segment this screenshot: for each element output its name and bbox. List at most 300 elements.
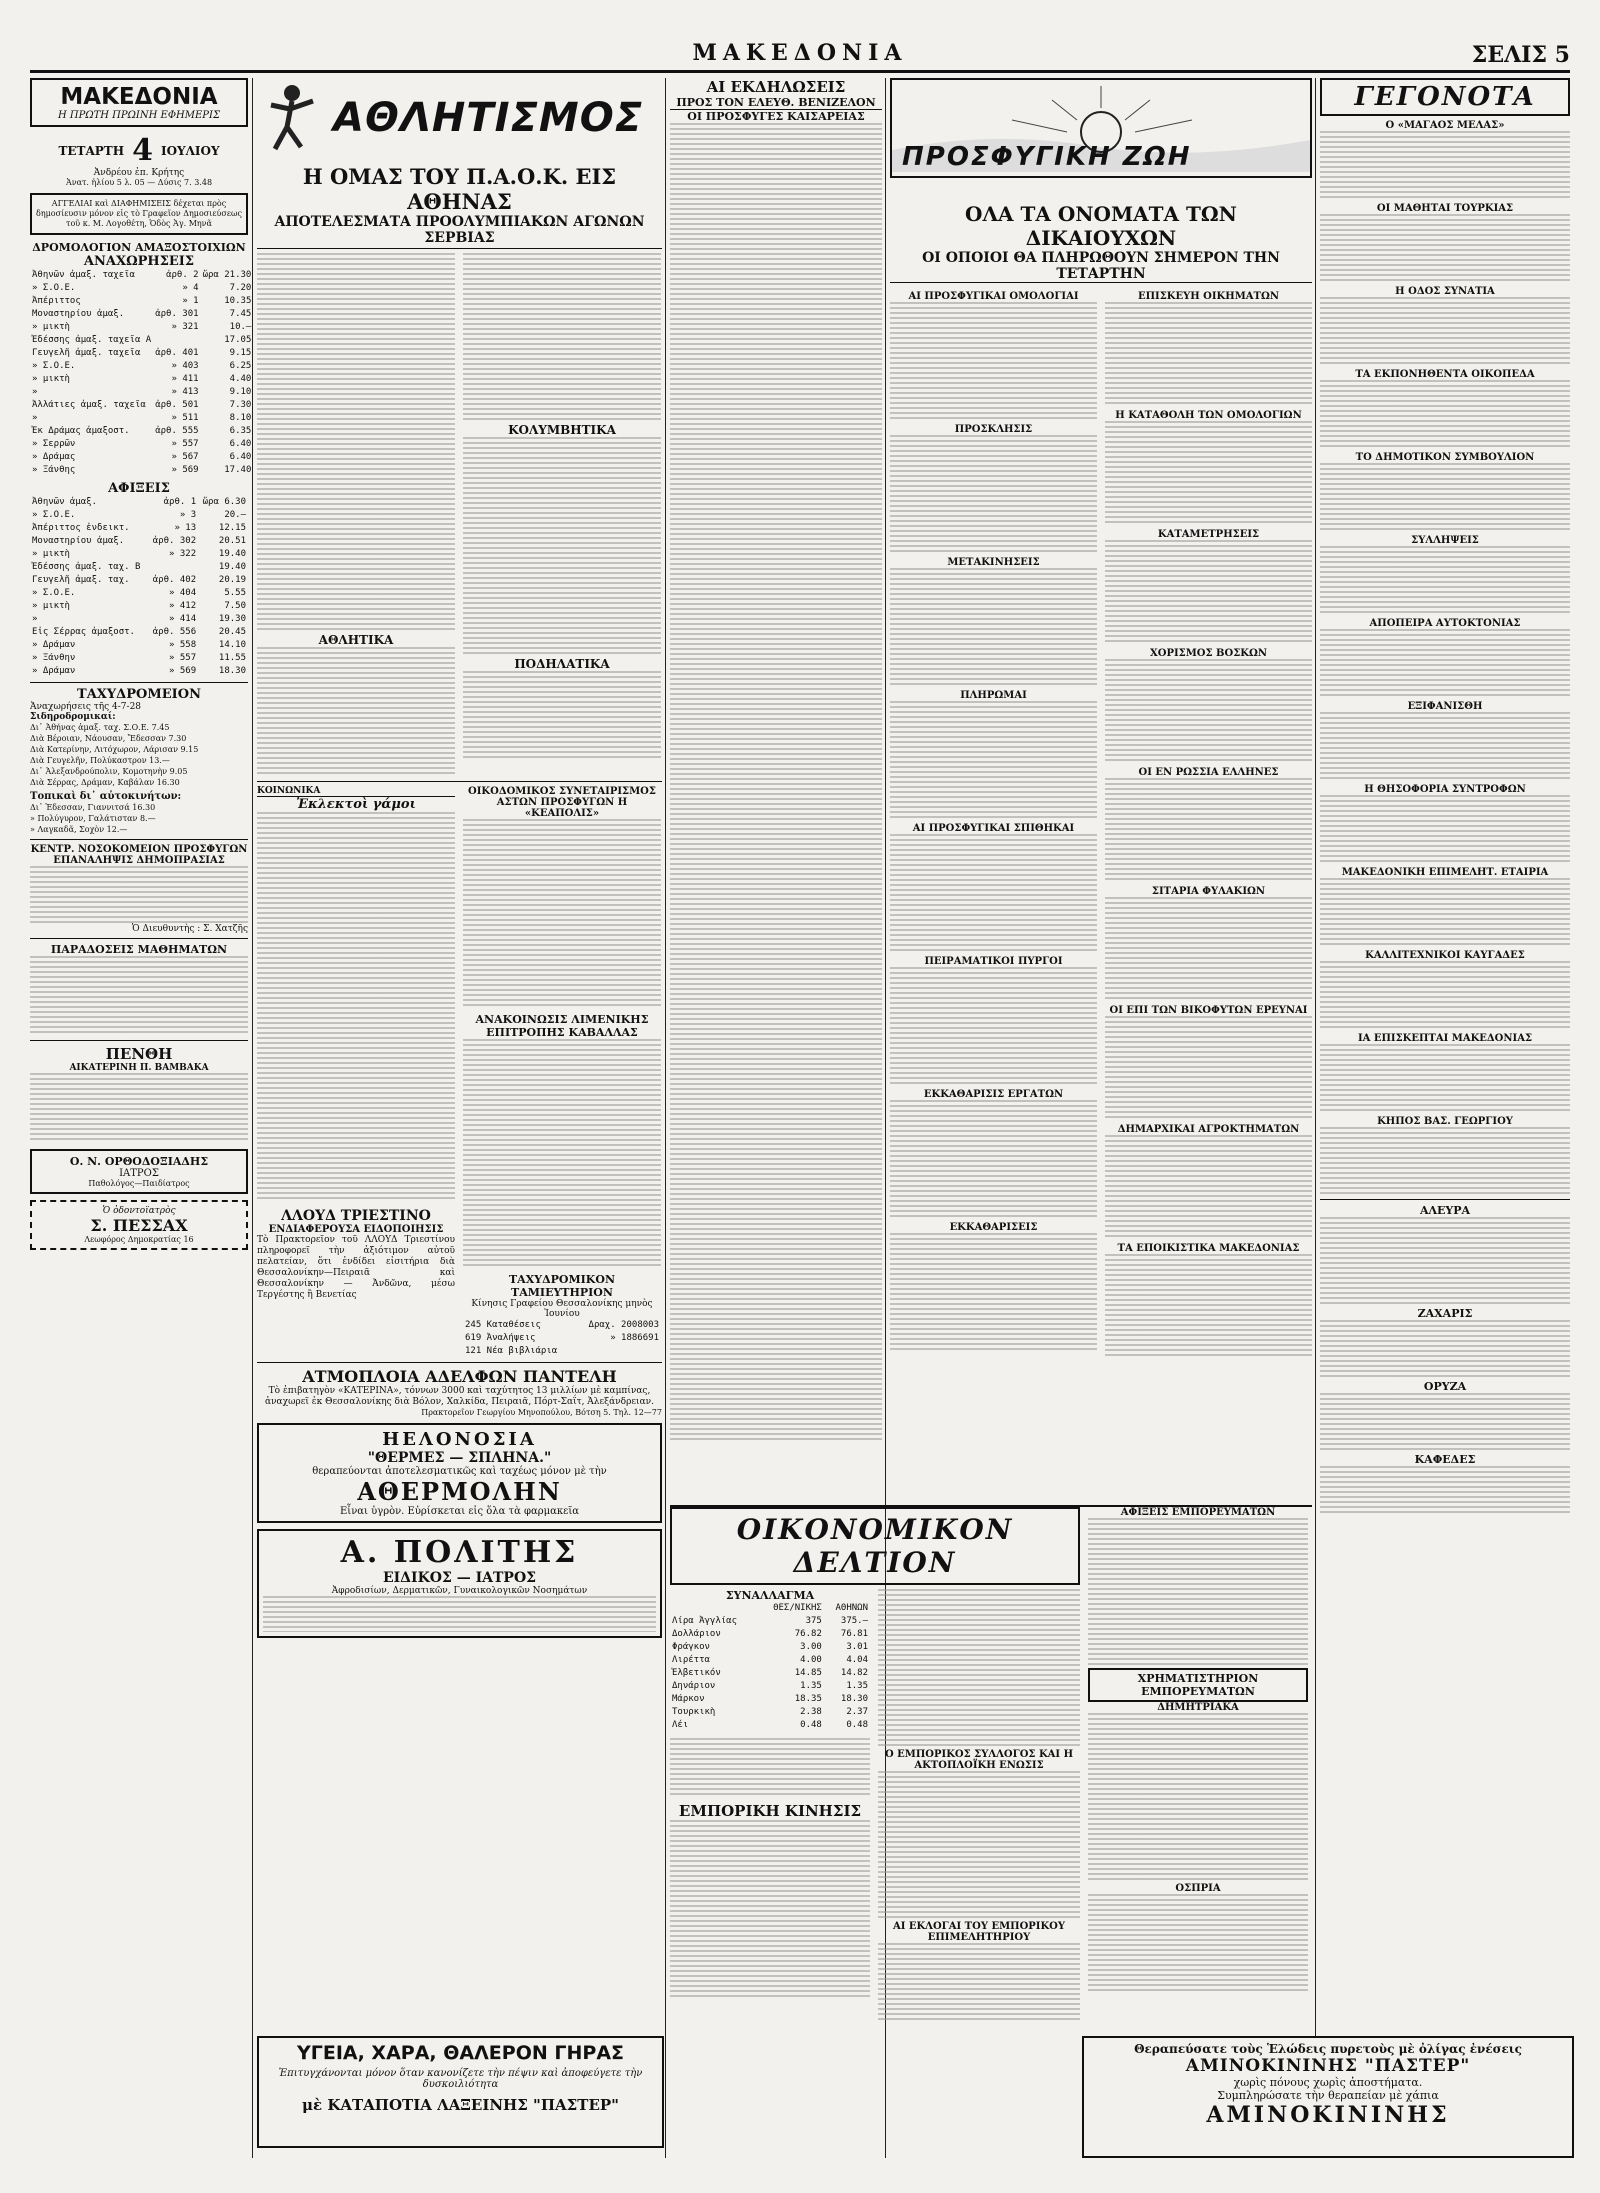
departure-row-cell: ἀρθ. 401 (155, 348, 199, 358)
union-title: Ο ΕΜΠΟΡΙΚΟΣ ΣΥΛΛΟΓΟΣ ΚΑΙ Η ΑΚΤΟΠΛΟΪΚΗ ΕΝΩΣΙΣ (884, 1749, 1074, 1771)
savings-sub: Κίνησις Γραφείου Θεσσαλονίκης μηνὸς Ἰουνίου (471, 1299, 653, 1319)
departure-row-cell: » Σερρῶν (32, 439, 76, 449)
departure-row-cell: » 411 (171, 374, 199, 384)
market-text (1088, 1518, 1308, 1668)
arrival-row (30, 613, 248, 626)
arrival-row (30, 509, 248, 522)
doctor2-name: Α. ΠΟΛΙΤΗΣ (340, 1535, 579, 1570)
sports-headline: Η ΟΜΑΣ ΤΟΥ Π.Α.Ο.Κ. ΕΙΣ ΑΘΗΝΑΣ (302, 164, 617, 214)
departure-row-cell: Ἀλλάτιες ἀμαξ. ταχεῖα (32, 400, 146, 410)
departure-row (30, 334, 253, 347)
exchange-row (670, 1680, 870, 1693)
section-heading: ΑΙ ΠΡΟΣΦΥΓΙΚΑΙ ΣΠΙΘΗΚΑΙ (912, 823, 1075, 834)
departure-row (30, 308, 253, 321)
arrival-row-cell: » μικτὴ (32, 601, 70, 611)
section-text (1320, 795, 1570, 863)
dentist-line: Λεωφόρος Δημοκρατίας 16 (84, 1235, 194, 1244)
section-heading: ΤΑ ΕΠΟΙΚΙΣΤΙΚΑ ΜΑΚΕΔΟΝΙΑΣ (1117, 1243, 1300, 1254)
arrival-row (30, 561, 248, 574)
mourning-text (30, 1073, 248, 1143)
departure-row-cell: » Δράμας (32, 452, 76, 462)
rice-title: ΟΡΥΖΑ (1423, 1380, 1467, 1393)
departure-row-cell: » 557 (171, 439, 199, 449)
departure-row-cell: » 403 (171, 361, 199, 371)
arrival-row-cell: » 13 (174, 523, 197, 533)
section-heading: Η ΘΗΣΟΦΟΡΙΑ ΣΥΝΤΡΟΦΩΝ (1364, 784, 1526, 795)
savings-row-cell: 121 Νέα βιβλιάρια (465, 1346, 558, 1356)
month-name: ΙΟΥΛΙΟΥ (160, 143, 220, 158)
departure-row (30, 438, 253, 451)
sports-text-5 (463, 671, 661, 761)
swim-heading: ΚΟΛΥΜΒΗΤΙΚΑ (508, 423, 616, 437)
departure-row-cell: 6.40 (229, 452, 252, 462)
departure-row (30, 347, 253, 360)
departure-row-cell: » 321 (171, 322, 199, 332)
section-text (1320, 214, 1570, 282)
arrival-row-cell: 20.— (224, 510, 246, 520)
departure-row-cell: 7.20 (229, 283, 252, 293)
exchange-row-cell: Δολλάριον (672, 1629, 721, 1639)
departure-row-cell: ἀρθ. 2 (166, 270, 199, 280)
column-elections (670, 78, 882, 1498)
sugar-text (1320, 1320, 1570, 1380)
refugee-banner-title: ΠΡΟΣΦΥΓΙΚΗ ΖΩΗ (902, 142, 1192, 172)
section-heading: ΤΑ ΕΚΠΟΝΗΘΕΝΤΑ ΟΙΚΟΠΕΔΑ (1355, 369, 1535, 380)
departure-row (30, 295, 253, 308)
departure-row (30, 451, 253, 464)
flour-text (1320, 1217, 1570, 1307)
coffee-title: ΚΑΦΕΔΕΣ (1414, 1453, 1476, 1466)
departure-row (30, 464, 253, 477)
doctor1-role: ΙΑΤΡΟΣ (119, 1168, 159, 1179)
post-date: Ἀναχωρήσεις τῆς 4-7-28 (30, 702, 142, 712)
arrival-row-cell: ἀρθ. 302 (152, 536, 197, 546)
departure-row-cell: 7.45 (229, 309, 252, 319)
section-heading: Η ΚΑΤΑΘΟΛΗ ΤΩΝ ΟΜΟΛΟΓΙΩΝ (1115, 410, 1302, 421)
section-heading: ΠΛΗΡΩΜΑΙ (960, 690, 1027, 701)
departure-row-cell: Ἐδέσσης ἀμαξ. ταχεῖα Α (32, 335, 152, 345)
section-text (1105, 302, 1312, 406)
sports-banner-title: ΑΘΛΗΤΙΣΜΟΣ (333, 95, 644, 141)
arrival-row (30, 639, 248, 652)
arrival-row (30, 665, 248, 678)
section-text (890, 967, 1097, 1085)
departure-row-cell: 9.10 (229, 387, 252, 397)
exchange-row-cell: 4.00 (800, 1655, 822, 1665)
exchange-row-cell: 3.01 (846, 1642, 868, 1652)
section-text (890, 1100, 1097, 1218)
sugar-title: ΖΑΧΑΡΙΣ (1417, 1307, 1473, 1320)
arrival-row-cell: » (32, 614, 38, 624)
exchange-row-cell: ΘΕΣ/ΝΙΚΗΣ (773, 1603, 822, 1613)
exchange-table (670, 1602, 870, 1732)
lloyd-text: Τὸ Πρακτορεῖον τοῦ ΛΛΟΥΔ Τριεστίνου πληροφορεῖ τὴν ἀξιότιμον αὐτοῦ πελατείαν, ὅτι ἐνδίδει εἰσιτήρια διὰ Θεσσαλονίκην—Πειραιᾶ καὶ Θεσσαλονίκην — Ἀνδῶνα, μέσω Τεργέστης ἢ Βενετίας (257, 1235, 455, 1300)
departure-row-cell: » μικτὴ (32, 374, 70, 384)
departure-row (30, 425, 253, 438)
arrival-row-cell: 19.30 (218, 614, 246, 624)
exchange-row-cell: Μάρκον (672, 1694, 705, 1704)
newspaper-title: ΜΑΚΕΔΟΝΙΑ (692, 40, 908, 66)
section-text (1320, 1044, 1570, 1112)
flour-title: ΑΛΕΥΡΑ (1419, 1204, 1471, 1217)
exchange-row-cell: Λέι (672, 1720, 689, 1730)
refugee-hospital-text (30, 866, 248, 924)
arrival-row-cell: 14.10 (218, 640, 246, 650)
section-heading: ΟΙ ΜΑΘΗΤΑΙ ΤΟΥΡΚΙΑΣ (1376, 203, 1514, 214)
section-heading: ΠΡΟΣΚΛΗΣΙΣ (954, 424, 1033, 435)
departure-row (30, 412, 253, 425)
arrival-row-cell: » Δράμαν (32, 640, 76, 650)
lessons-title: ΠΑΡΑΔΟΣΕΙΣ ΜΑΘΗΜΑΤΩΝ (50, 943, 228, 956)
section-text (890, 435, 1097, 553)
savings-row-cell: » 1886691 (610, 1333, 659, 1343)
economy-text-2 (878, 1589, 1080, 1749)
health-tail: μὲ ΚΑΤΑΠΟΤΙΑ ΛΑΞΕΙΝΗΣ "ΠΑΣΤΕΡ" (302, 2096, 619, 2114)
savings-table (463, 1319, 661, 1358)
section-text (1320, 463, 1570, 531)
section-heading: ΔΗΜΑΡΧΙΚΑΙ ΑΓΡΟΚΤΗΜΑΤΩΝ (1117, 1124, 1300, 1135)
departure-row-cell: 10.— (229, 322, 252, 332)
column-left (30, 78, 252, 2178)
fever-ad (1082, 2036, 1574, 2158)
arrival-row-cell: 19.40 (218, 562, 246, 572)
departure-row-cell: 9.15 (229, 348, 252, 358)
section-text (1105, 1016, 1312, 1120)
departures-heading: ΑΝΑΧΩΡΗΣΕΙΣ (83, 254, 195, 269)
section-heading: ΕΚΚΑΘΑΡΙΣΕΙΣ (949, 1222, 1038, 1233)
fever-line1: Θεραπεύσατε τοὺς Ἑλώδεις πυρετοὺς μὲ ὀλίγας ἐνέσεις (1134, 2042, 1522, 2056)
cereals-text (1088, 1713, 1308, 1883)
doctor1-ad (30, 1149, 248, 1194)
departure-row-cell: » 511 (171, 413, 199, 423)
post-line: Δι᾽ Ἀθήνας ἀμαξ. ταχ. Σ.Ο.Ε. 7.45 (30, 723, 170, 732)
page-number: ΣΕΛΙΣ 5 (1471, 42, 1570, 68)
departure-row-cell: » 569 (171, 465, 199, 475)
ship-ad-text: Τὸ ἐπιβατηγὸν «ΚΑΤΕΡΙΝΑ», τόννων 3000 καὶ ταχύτητος 13 μιλλίων μὲ καμπίνας, ἀναχωρεῖ ἐκ Θεσσαλονίκης διὰ Βόλον, Χαλκίδα, Πειραιᾶ, Πόρτ-Σαΐτ, Ἀλεξάνδρειαν. (265, 1386, 654, 1407)
arrival-row-cell: 18.30 (218, 666, 246, 676)
exchange-row (670, 1667, 870, 1680)
sports-text-3 (257, 647, 455, 777)
exchange-row (670, 1602, 870, 1615)
departure-row-cell (153, 334, 200, 347)
refugee-banner (890, 78, 1312, 178)
ads-notice: ΑΓΓΕΛΙΑΙ καὶ ΔΙΑΦΗΜΙΣΕΙΣ δέχεται πρὸς δημοσίευσιν μόνον εἰς τὸ Γραφεῖον Δημοσιεύσεως τοῦ κ. Μ. Λογοθέτη, Ὁδὸς Ἁγ. Μηνᾶ (30, 193, 248, 235)
post-line: Δι᾽ Ἀλεξανδρούπολιν, Κομοτηνὴν 9.05 (30, 767, 188, 776)
section-text (1320, 629, 1570, 697)
arrival-row (30, 626, 248, 639)
savings-row-cell: Δραχ. 2008003 (588, 1320, 659, 1330)
dentist-role: Ὁ ὀδοντοϊατρὸς (102, 1206, 176, 1216)
section-text (1320, 878, 1570, 946)
social-text (257, 812, 455, 1202)
section-text (1105, 540, 1312, 644)
section-heading: ΠΕΙΡΑΜΑΤΙΚΟΙ ΠΥΡΓΟΙ (924, 956, 1063, 967)
departure-row-cell: ἀρθ. 501 (155, 400, 199, 410)
arrival-row-cell: » μικτὴ (32, 549, 70, 559)
elections-sub2: ΟΙ ΠΡΟΣΦΥΓΕΣ ΚΑΙΣΑΡΕΙΑΣ (670, 109, 882, 123)
arrival-row-cell: » 322 (169, 549, 197, 559)
arrival-row-cell: » 412 (169, 601, 197, 611)
departure-row-cell: 4.40 (229, 374, 252, 384)
social-title: Ἐκλεκτοὶ γάμοι (296, 797, 416, 812)
column-rule (665, 78, 666, 2158)
refugee-right-col (1105, 287, 1312, 1358)
section-text (1320, 712, 1570, 780)
elections-sub: ΠΡΟΣ ΤΟΝ ΕΛΕΥΘ. ΒΕΝΙΖΕΛΟΝ (676, 96, 876, 109)
post-title: ΤΑΧΥΔΡΟΜΕΙΟΝ (77, 687, 201, 702)
savings-row-cell (575, 1345, 661, 1358)
auto-line: » Λαγκαδᾶ, Σοχὸν 12.— (30, 825, 128, 834)
departure-row-cell: » μικτὴ (32, 322, 70, 332)
chamber-elections-text (878, 1943, 1080, 2023)
economy-text-1 (670, 1738, 870, 1798)
harbor-sub: ΕΠΙΤΡΟΠΗΣ ΚΑΒΑΛΛΑΣ (486, 1026, 638, 1039)
doctor2-text (263, 1596, 656, 1632)
savings-row-cell: 619 Ἀναλήψεις (465, 1333, 536, 1343)
economy-banner: ΟΙΚΟΝΟΜΙΚΟΝ ΔΕΛΤΙΟΝ (670, 1507, 1080, 1585)
exchange-row-cell: Λίρα Ἀγγλίας (672, 1616, 738, 1626)
exchange-row-cell: 76.82 (794, 1629, 822, 1639)
health-title: ΥΓΕΙΑ, ΧΑΡΑ, ΘΑΛΕΡΟΝ ΓΗΡΑΣ (296, 2042, 625, 2064)
exchange-row-cell: 1.35 (846, 1681, 868, 1691)
departure-row-cell: 17.40 (224, 465, 252, 475)
refugee-hospital-sub: ΕΠΑΝΑΛΗΨΙΣ ΔΗΜΟΠΡΑΣΙΑΣ (53, 855, 225, 866)
social-section: ΚΟΙΝΩΝΙΚΑ (257, 786, 455, 797)
exchange-row-cell: 3.00 (800, 1642, 822, 1652)
exchange-row (670, 1719, 870, 1732)
savings-row (463, 1319, 661, 1332)
arrival-row-cell: ἀρθ. 1 (163, 497, 197, 507)
section-heading: ΕΚΚΑΘΑΡΙΣΙΣ ΕΡΓΑΤΩΝ (923, 1089, 1064, 1100)
departure-row (30, 269, 253, 282)
section-text (890, 701, 1097, 819)
section-text (1105, 659, 1312, 763)
departure-row-cell: Ἀθηνῶν ἀμαξ. ταχεῖα (32, 270, 135, 280)
section-heading: ΧΟΡΙΣΜΟΣ ΒΟΣΚΩΝ (1149, 648, 1268, 659)
section-text (1320, 297, 1570, 365)
departure-row-cell: ὥρα 21.30 (202, 270, 252, 280)
section-heading: ΚΑΛΛΙΤΕΧΝΙΚΟΙ ΚΑΥΓΑΔΕΣ (1365, 950, 1525, 961)
arrival-row-cell: 19.40 (218, 549, 246, 559)
union-text (878, 1771, 1080, 1921)
remedy-ad (257, 1423, 662, 1523)
section-text (1320, 380, 1570, 448)
ship-ad-agent: Πρακτορεῖον Γεωργίου Μηνοπούλου, Βότση 5. Τηλ. 12—77 (421, 1408, 662, 1417)
section-text (1105, 1254, 1312, 1358)
athletics-heading: ΑΘΛΗΤΙΚΑ (318, 633, 394, 647)
post-line: Διὰ Κατερίνην, Λιτόχωρον, Λάρισαν 9.15 (30, 745, 199, 754)
page-header (30, 38, 1570, 73)
section-heading: Ο «ΜΑΓΑΟΣ ΜΕΛΑΣ» (1385, 120, 1505, 131)
section-heading: ΙΑ ΕΠΙΣΚΕΠΤΑΙ ΜΑΚΕΔΟΝΙΑΣ (1357, 1033, 1533, 1044)
savings-row (463, 1332, 661, 1345)
section-text (1320, 961, 1570, 1029)
refugee-sub: ΟΙ ΟΠΟΙΟΙ ΘΑ ΠΛΗΡΩΘΟΥΝ ΣΗΜΕΡΟΝ ΤΗΝ ΤΕΤΑΡΤΗΝ (890, 250, 1312, 283)
section-text (1105, 1135, 1312, 1239)
arrival-row (30, 587, 248, 600)
arrival-row-cell: 11.55 (218, 653, 246, 663)
departure-row-cell: » (32, 387, 38, 397)
exchange-row-cell: ΑΘΗΝΩΝ (835, 1603, 868, 1613)
section-text (1105, 778, 1312, 882)
news-list (1320, 120, 1570, 1195)
section-text (1320, 546, 1570, 614)
cereals-title: ΔΗΜΗΤΡΙΑΚΑ (1157, 1702, 1239, 1713)
fever-product: ΑΜΙΝΟΚΙΝΙΝΗΣ "ΠΑΣΤΕΡ" (1185, 2056, 1471, 2076)
section-text (1105, 421, 1312, 525)
sunrise-sunset: Ἀνατ. ἡλίου 5 λ. 05 — Δύσις 7. 3.48 (65, 178, 213, 187)
departure-row-cell: 6.40 (229, 439, 252, 449)
exchange-row-cell: 1.35 (800, 1681, 822, 1691)
arrival-row-cell: Γευγελῆ ἀμαξ. ταχ. (32, 575, 130, 585)
section-text (890, 302, 1097, 420)
elections-title: ΑΙ ΕΚΔΗΛΩΣΕΙΣ (706, 78, 846, 96)
exchange-row-cell (670, 1602, 757, 1615)
departure-row-cell: » 413 (171, 387, 199, 397)
departure-row-cell: 10.35 (224, 296, 252, 306)
market-title: ΑΦΙΞΕΙΣ ΕΜΠΟΡΕΥΜΑΤΩΝ (1120, 1507, 1276, 1518)
exchange-row (670, 1706, 870, 1719)
arrival-row-cell: 20.51 (218, 536, 246, 546)
savings-row-cell: 245 Καταθέσεις (465, 1320, 541, 1330)
departure-row-cell: Ἐκ Δράμας ἀμαξοστ. (32, 426, 130, 436)
remedy-sub: "ΘΕΡΜΕΣ — ΣΠΛΗΝΑ." (367, 1450, 552, 1466)
arrival-row-cell: Εἰς Σέρρας ἀμαξοστ. (32, 627, 135, 637)
section-text (1105, 897, 1312, 1001)
coop-title: ΟΙΚΟΔΟΜΙΚΟΣ ΣΥΝΕΤΑΙΡΙΣΜΟΣ ΑΣΤΩΝ ΠΡΟΣΦΥΓΩΝ Η «ΚΕΑΠΟΛΙΣ» (468, 786, 656, 819)
exchange-row-cell: 375.— (840, 1616, 868, 1626)
arrival-row-cell: » 404 (169, 588, 197, 598)
departure-row-cell: » (32, 413, 38, 423)
arrival-row (30, 535, 248, 548)
savings-title: ΤΑΧΥΔΡΟΜΙΚΟΝ ΤΑΜΙΕΥΤΗΡΙΟΝ (508, 1273, 615, 1299)
departure-row (30, 321, 253, 334)
column-refugee (890, 78, 1312, 1498)
sports-text-1 (257, 253, 455, 633)
arrival-row-cell: Ἐδέσσης ἀμαξ. ταχ. Β (32, 562, 141, 572)
section-heading: ΕΠΙΣΚΕΥΗ ΟΙΚΗΜΑΤΩΝ (1137, 291, 1280, 302)
departure-row-cell: Γευγελῆ ἀμαξ. ταχεῖα (32, 348, 141, 358)
sports-subhead: ΑΠΟΤΕΛΕΣΜΑΤΑ ΠΡΟΟΛΥΜΠΙΑΚΩΝ ΑΓΩΝΩΝ ΣΕΡΒΙΑΣ (257, 214, 662, 249)
departure-row-cell: 6.35 (229, 426, 252, 436)
ship-ad-title: ΑΤΜΟΠΛΟΙΑ ΑΔΕΛΦΩΝ ΠΑΝΤΕΛΗ (302, 1367, 617, 1386)
harbor-text (463, 1039, 661, 1269)
section-text (890, 1233, 1097, 1351)
post-line: Διὰ Σέρρας, Δράμαν, Καβάλαν 16.30 (30, 778, 180, 787)
exchange-row-cell: 14.82 (840, 1668, 868, 1678)
market-column (1088, 1507, 1308, 2023)
arrival-row-cell: » Ξάνθην (32, 653, 76, 663)
arrival-row-cell: » Σ.Ο.Ε. (32, 588, 76, 598)
section-heading: ΜΕΤΑΚΙΝΗΣΕΙΣ (947, 557, 1040, 568)
arrival-row (30, 574, 248, 587)
exchange-row-cell: 0.48 (800, 1720, 822, 1730)
day-name: ΤΕΤΑΡΤΗ (58, 143, 125, 158)
departure-row-cell: » Σ.Ο.Ε. (32, 361, 76, 371)
column-rule (1315, 78, 1316, 2158)
departure-row-cell: ἀρθ. 301 (155, 309, 199, 319)
exchange-row (670, 1641, 870, 1654)
pulses-title: ΟΣΠΡΙΑ (1175, 1883, 1221, 1894)
departures-table (30, 269, 253, 477)
masthead-name: ΜΑΚΕΔΟΝΙΑ (60, 84, 218, 110)
arrival-row (30, 600, 248, 613)
exchange-row-cell: Τουρκικὴ (672, 1707, 716, 1717)
departure-row-cell: » 4 (182, 283, 199, 293)
refugee-headline: ΟΛΑ ΤΑ ΟΝΟΜΑΤΑ ΤΩΝ ΔΙΚΑΙΟΥΧΩΝ (965, 202, 1237, 250)
departure-row (30, 399, 253, 412)
section-heading: ΕΞΙΦΑΝΙΣΘΗ (1407, 701, 1483, 712)
saint-day: Ἀνδρέου ἐπ. Κρήτης (93, 168, 185, 178)
section-heading: ΣΥΛΛΗΨΕΙΣ (1411, 535, 1479, 546)
exchange-row (670, 1693, 870, 1706)
post-line: Διὰ Βέροιαν, Νάουσαν, Ἔδεσσαν 7.30 (30, 734, 187, 743)
arrival-row (30, 652, 248, 665)
date-block (30, 133, 248, 168)
post-lines (30, 722, 248, 788)
arrival-row-cell: ἀρθ. 556 (152, 627, 197, 637)
doctor2-ad (257, 1529, 662, 1638)
arrival-row-cell (148, 561, 198, 574)
arrival-row-cell: ὥρα 6.30 (202, 497, 246, 507)
section-heading: ΑΙ ΠΡΟΣΦΥΓΙΚΑΙ ΟΜΟΛΟΓΙΑΙ (908, 291, 1079, 302)
lloyd-sub: ΕΝΔΙΑΦΕΡΟΥΣΑ ΕΙΔΟΠΟΙΗΣΙΣ (268, 1224, 444, 1235)
autos-title: Τοπικαὶ δι᾽ αὐτοκινήτων: (30, 791, 182, 802)
exchange-row-cell: Δηνάριον (672, 1681, 716, 1691)
post-line: Διὰ Γευγελῆν, Πολύκαστρον 13.— (30, 756, 170, 765)
remedy-title: ΗΕΛΟΝΟΣΙΑ (382, 1429, 537, 1450)
arrival-row-cell: Ἀπέριττος ἐνδεικτ. (32, 523, 130, 533)
section-heading: ΟΙ ΕΠΙ ΤΩΝ ΒΙΚΟΦΥΤΩΝ ΕΡΕΥΝΑΙ (1109, 1005, 1308, 1016)
doctor2-role: ΕΙΔΙΚΟΣ — ΙΑΤΡΟΣ (382, 1570, 537, 1586)
lloyd-title: ΛΛΟΥΔ ΤΡΙΕΣΤΙΝΟ (281, 1208, 431, 1224)
arrival-row-cell: 7.50 (224, 601, 246, 611)
athlete-figure-icon (257, 79, 327, 157)
arrival-row-cell: » 569 (169, 666, 197, 676)
arrival-row-cell: Ἀθηνῶν ἀμαξ. (32, 497, 98, 507)
exchange-row-cell: 18.35 (794, 1694, 822, 1704)
departure-row-cell: » 567 (171, 452, 199, 462)
arrival-row-cell: » 557 (169, 653, 197, 663)
mourning-title: ΠΕΝΘΗ (105, 1045, 173, 1063)
dentist-name: Σ. ΠΕΣΣΑΧ (90, 1216, 188, 1235)
arrivals-table (30, 496, 248, 678)
exchange-row-cell: 375 (805, 1616, 822, 1626)
departure-row-cell: Μοναστηρίου ἀμαξ. (32, 309, 125, 319)
exchange-row (670, 1654, 870, 1667)
doctor1-name: Ο. Ν. ΟΡΘΟΔΟΞΙΑΔΗΣ (69, 1155, 209, 1168)
masthead-subtitle: Η ΠΡΩΤΗ ΠΡΩΙΝΗ ΕΦΗΜΕΡΙΣ (57, 110, 221, 121)
arrival-row-cell: ἀρθ. 402 (152, 575, 197, 585)
departure-row-cell: » Σ.Ο.Ε. (32, 283, 76, 293)
exchange-row-cell: 14.85 (794, 1668, 822, 1678)
doctor2-line: Ἀφροδισίων, Δερματικῶν, Γυναικολογικῶν Νοσημάτων (331, 1586, 588, 1596)
post-sub: Σιδηροδρομικαί: (30, 712, 116, 722)
exchange-row-cell: Λιρέττα (672, 1655, 710, 1665)
mourning-name: ΑΙΚΑΤΕΡΙΝΗ Π. ΒΑΜΒΑΚΑ (69, 1063, 209, 1073)
departure-row (30, 282, 253, 295)
refugee-left-col (890, 287, 1097, 1358)
section-text (890, 568, 1097, 686)
exchange-row (670, 1615, 870, 1628)
column-sports (257, 78, 662, 2178)
exchange-row-cell: 76.81 (840, 1629, 868, 1639)
arrival-row-cell: » 414 (169, 614, 197, 624)
departure-row-cell: 8.10 (229, 413, 252, 423)
arrival-row-cell: » Σ.Ο.Ε. (32, 510, 76, 520)
health-ad (257, 2036, 664, 2148)
departure-row-cell: » Ξάνθης (32, 465, 76, 475)
